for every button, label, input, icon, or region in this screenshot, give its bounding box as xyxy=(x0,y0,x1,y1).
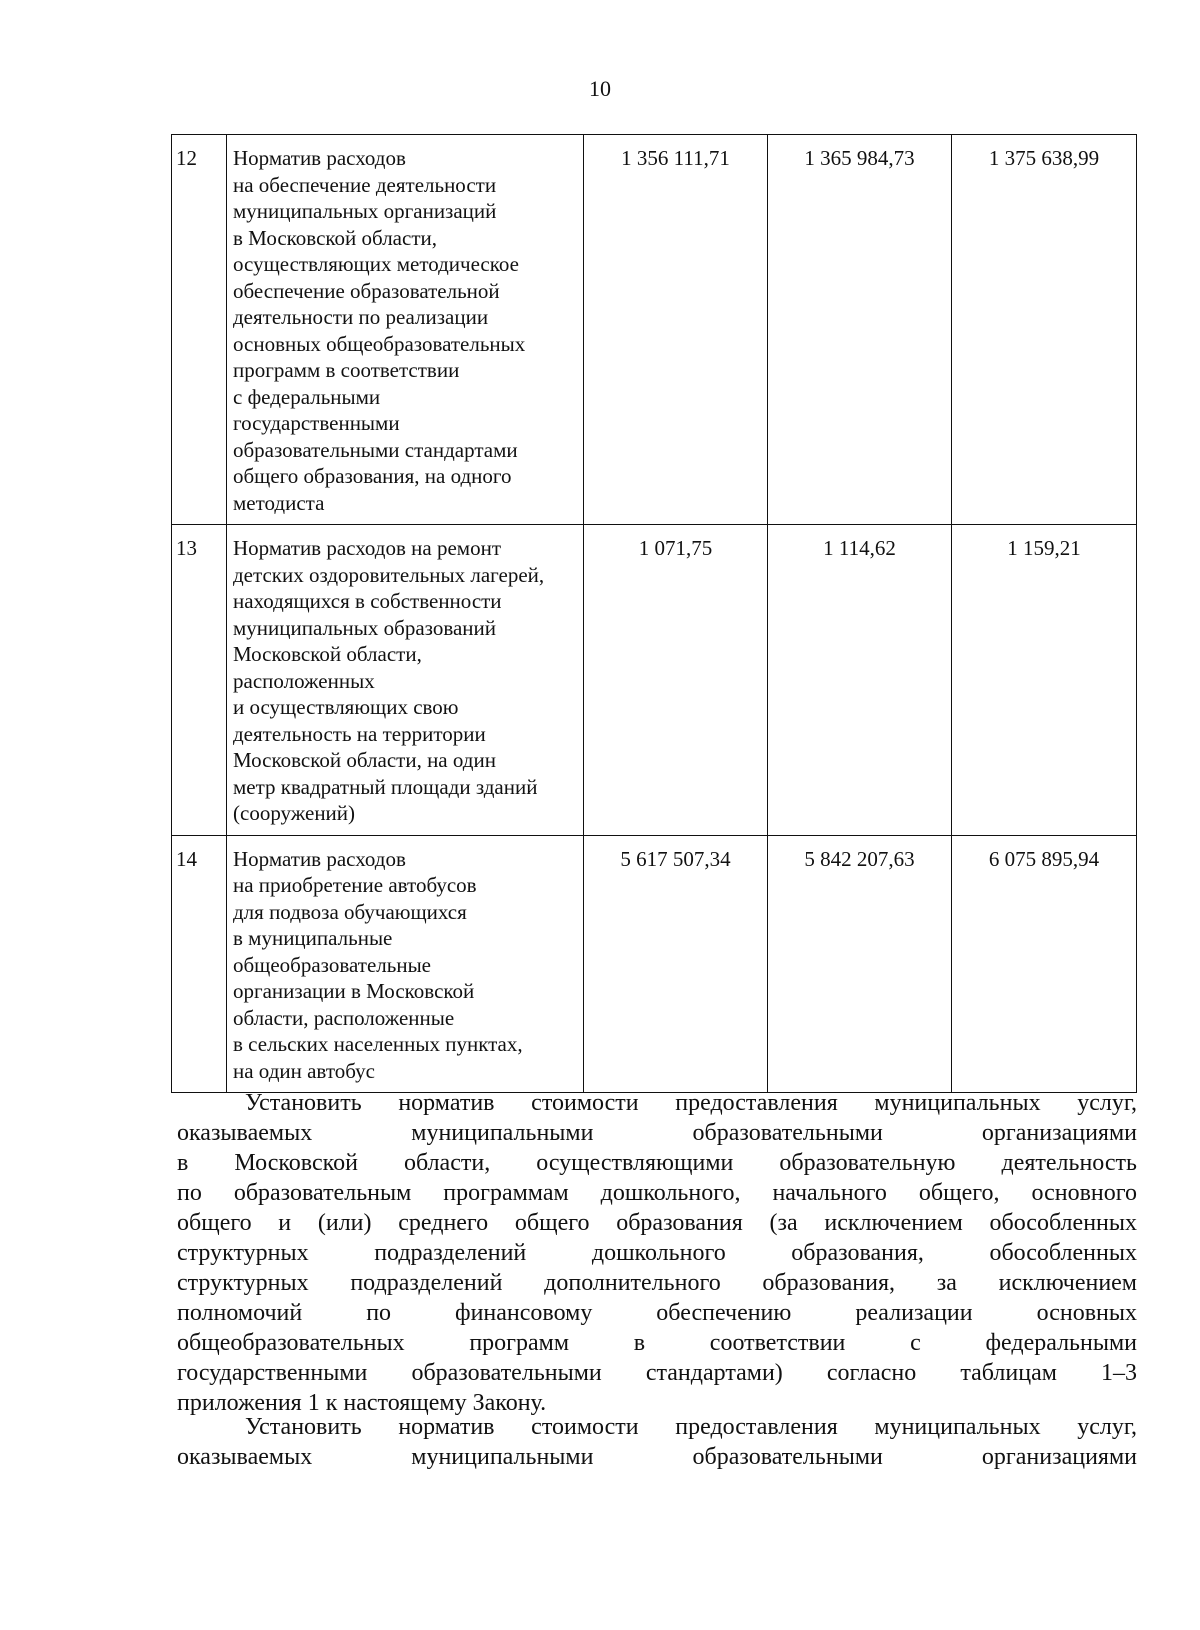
paragraph-line: структурных подразделений дошкольного образования, обособленных xyxy=(177,1240,1137,1266)
paragraph-line: по образовательным программам дошкольного, начального общего, основного xyxy=(177,1180,1137,1206)
row-value-year-3: 6 075 895,94 xyxy=(952,835,1137,1093)
description-line: детских оздоровительных лагерей, xyxy=(233,562,545,587)
description-line: и осуществляющих свою xyxy=(233,695,459,719)
description-line: методиста xyxy=(233,490,325,515)
description-line: метр квадратный площади зданий xyxy=(233,774,538,799)
table-row xyxy=(172,835,1137,1093)
row-value-year-2: 1 365 984,73 xyxy=(768,135,952,525)
description-line: обеспечение образовательной xyxy=(233,278,500,303)
row-number: 14 xyxy=(172,835,227,1093)
paragraph-line: государственными образовательными стандартами) согласно таблицам 1–3 xyxy=(177,1360,1137,1386)
description-line: находящихся в собственности xyxy=(233,589,502,613)
paragraph-line: Установить норматив стоимости предоставления муниципальных услуг, xyxy=(245,1414,1137,1440)
paragraph-line: структурных подразделений дополнительного образования, за исключением xyxy=(177,1270,1137,1296)
row-number: 13 xyxy=(172,525,227,836)
description-line: осуществляющих методическое xyxy=(233,252,519,276)
description-line: в муниципальные xyxy=(233,926,393,950)
row-value-year-2: 1 114,62 xyxy=(768,525,952,836)
description-line: расположенных xyxy=(233,668,375,693)
paragraph-line: полномочий по финансовому обеспечению реализации основных xyxy=(177,1300,1137,1326)
description-line: государственными xyxy=(233,411,400,435)
row-value-year-1: 1 356 111,71 xyxy=(584,135,768,525)
row-value-year-2: 5 842 207,63 xyxy=(768,835,952,1093)
paragraph-norm-cost-2 xyxy=(177,1412,1137,1472)
paragraph-line: Установить норматив стоимости предоставления муниципальных услуг, xyxy=(245,1090,1137,1116)
description-line: общего образования, на одного xyxy=(233,464,512,488)
description-line: на приобретение автобусов xyxy=(233,873,477,897)
row-description xyxy=(227,525,584,836)
paragraph-line: приложения 1 к настоящему Закону. xyxy=(177,1390,547,1416)
paragraph-line: оказываемых муниципальными образовательными организациями xyxy=(177,1444,1137,1470)
description-line: (сооружений) xyxy=(233,801,356,825)
description-line: Московской области, xyxy=(233,642,422,666)
description-line: муниципальных образований xyxy=(233,615,496,640)
description-line: муниципальных организаций xyxy=(233,199,497,223)
description-line: образовательными стандартами xyxy=(233,437,518,462)
row-description xyxy=(227,135,584,525)
norms-table-body xyxy=(172,135,1137,1093)
description-line: с федеральными xyxy=(233,384,381,409)
description-line: в сельских населенных пунктах, xyxy=(233,1032,523,1056)
description-line: на один автобус xyxy=(233,1058,375,1083)
paragraph-line: общего и (или) среднего общего образования (за исключением обособленных xyxy=(177,1210,1137,1236)
paragraph-line: в Московской области, осуществляющими образовательную деятельность xyxy=(177,1150,1137,1176)
row-value-year-3: 1 159,21 xyxy=(952,525,1137,836)
description-line: Московской области, на один xyxy=(233,748,496,772)
row-value-year-1: 5 617 507,34 xyxy=(584,835,768,1093)
table-row xyxy=(172,525,1137,836)
description-line: Норматив расходов на ремонт xyxy=(233,536,501,560)
description-line: общеобразовательные xyxy=(233,952,431,977)
row-value-year-3: 1 375 638,99 xyxy=(952,135,1137,525)
description-line: Норматив расходов xyxy=(233,146,406,170)
description-line: для подвоза обучающихся xyxy=(233,899,467,924)
table-row xyxy=(172,135,1137,525)
description-line: деятельности по реализации xyxy=(233,305,489,329)
description-line: области, расположенные xyxy=(233,1005,455,1030)
row-value-year-1: 1 071,75 xyxy=(584,525,768,836)
norms-table xyxy=(171,134,1137,1093)
description-line: программ в соответствии xyxy=(233,358,460,382)
description-line: деятельность на территории xyxy=(233,721,486,746)
row-description xyxy=(227,835,584,1093)
description-line: Норматив расходов xyxy=(233,846,406,871)
paragraph-line: оказываемых муниципальными образовательными организациями xyxy=(177,1120,1137,1146)
description-line: основных общеобразовательных xyxy=(233,331,526,356)
page-number: 10 xyxy=(589,76,611,101)
paragraph-line: общеобразовательных программ в соответствии с федеральными xyxy=(177,1330,1137,1356)
paragraph-norm-cost-1 xyxy=(177,1088,1137,1418)
description-line: в Московской области, xyxy=(233,225,437,250)
description-line: на обеспечение деятельности xyxy=(233,172,497,197)
description-line: организации в Московской xyxy=(233,979,475,1003)
row-number: 12 xyxy=(172,135,227,525)
